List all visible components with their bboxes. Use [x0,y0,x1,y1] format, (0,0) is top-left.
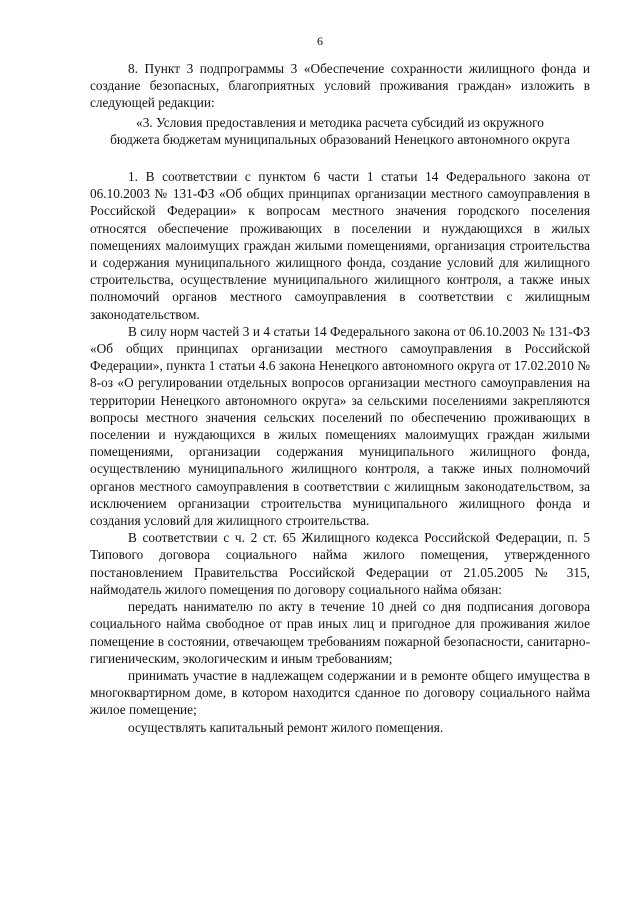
paragraph-1: 1. В соответствии с пунктом 6 части 1 статьи 14 Федерального закона от 06.10.2003 № 131-ФЗ «Об общих принципах организации местного самоуправления в Российской Федерации» к вопросам местного значения городского поселения относятся обеспечение проживающих в поселении и нуждающихся в жилых помещениях малоимущих граждан жилыми помещениями, организация строительства и содержания муниципального жилищного фонда, создание условий для жилищного строительства, осуществление муниципального жилищного контроля, а также иных полномочий органов местного самоуправления в соответствии с жилищным законодательством. [90,169,590,322]
intro-paragraph: 8. Пункт 3 подпрограммы 3 «Обеспечение сохранности жилищного фонда и создание безопасных, благоприятных условий проживания граждан» изложить в следующей редакции: [90,61,590,111]
paragraph-3: В соответствии с ч. 2 ст. 65 Жилищного кодекса Российской Федерации, п. 5 Типового договора социального найма жилого помещения, утвержденного постановлением Правительства Российской Федерации от 21.05.2005 № 315, наймодатель жилого помещения по договору социального найма обязан: [90,530,590,597]
paragraph-5: принимать участие в надлежащем содержании и в ремонте общего имущества в многоквартирном доме, в котором находится сданное по договору социального найма жилое помещение; [90,667,590,718]
document-body [90,60,590,736]
paragraph-4: передать нанимателю по акту в течение 10 дней со дня подписания договора социального найма свободное от прав иных лиц и пригодное для проживания жилое помещение в состоянии, отвечающем требованиям пожарной безопасности, санитарно-гигиеническим, экологическим и иным требованиям; [90,599,590,666]
paragraph-2: В силу норм частей 3 и 4 статьи 14 Федерального закона от 06.10.2003 № 131-ФЗ «Об общих принципах организации местного самоуправления в Российской Федерации», пункта 1 статьи 4.6 закона Ненецкого автономного округа от 17.02.2010 № 8-оз «О регулировании отдельных вопросов организации местного самоуправления на территории Ненецкого автономного округа» за сельскими поселениями закрепляются вопросы местного значения сельских поселений по обеспечению проживающих в поселении и нуждающихся в жилых помещениях малоимущих граждан жилыми помещениями, организации содержания муниципального жилищного фонда, осуществлению муниципального жилищного контроля, а также иных полномочий органов местного самоуправления в соответствии с жилищным законодательством, за исключением организации строительства муниципального жилищного фонда и создания условий для жилищного строительства. [90,323,590,529]
page-number: 6 [317,34,323,48]
section-heading: «3. Условия предоставления и методика расчета субсидий из окружного бюджета бюджетам муниципальных образований Ненецкого автономного округа [110,114,570,147]
paragraph-6: осуществлять капитальный ремонт жилого помещения. [128,719,444,735]
